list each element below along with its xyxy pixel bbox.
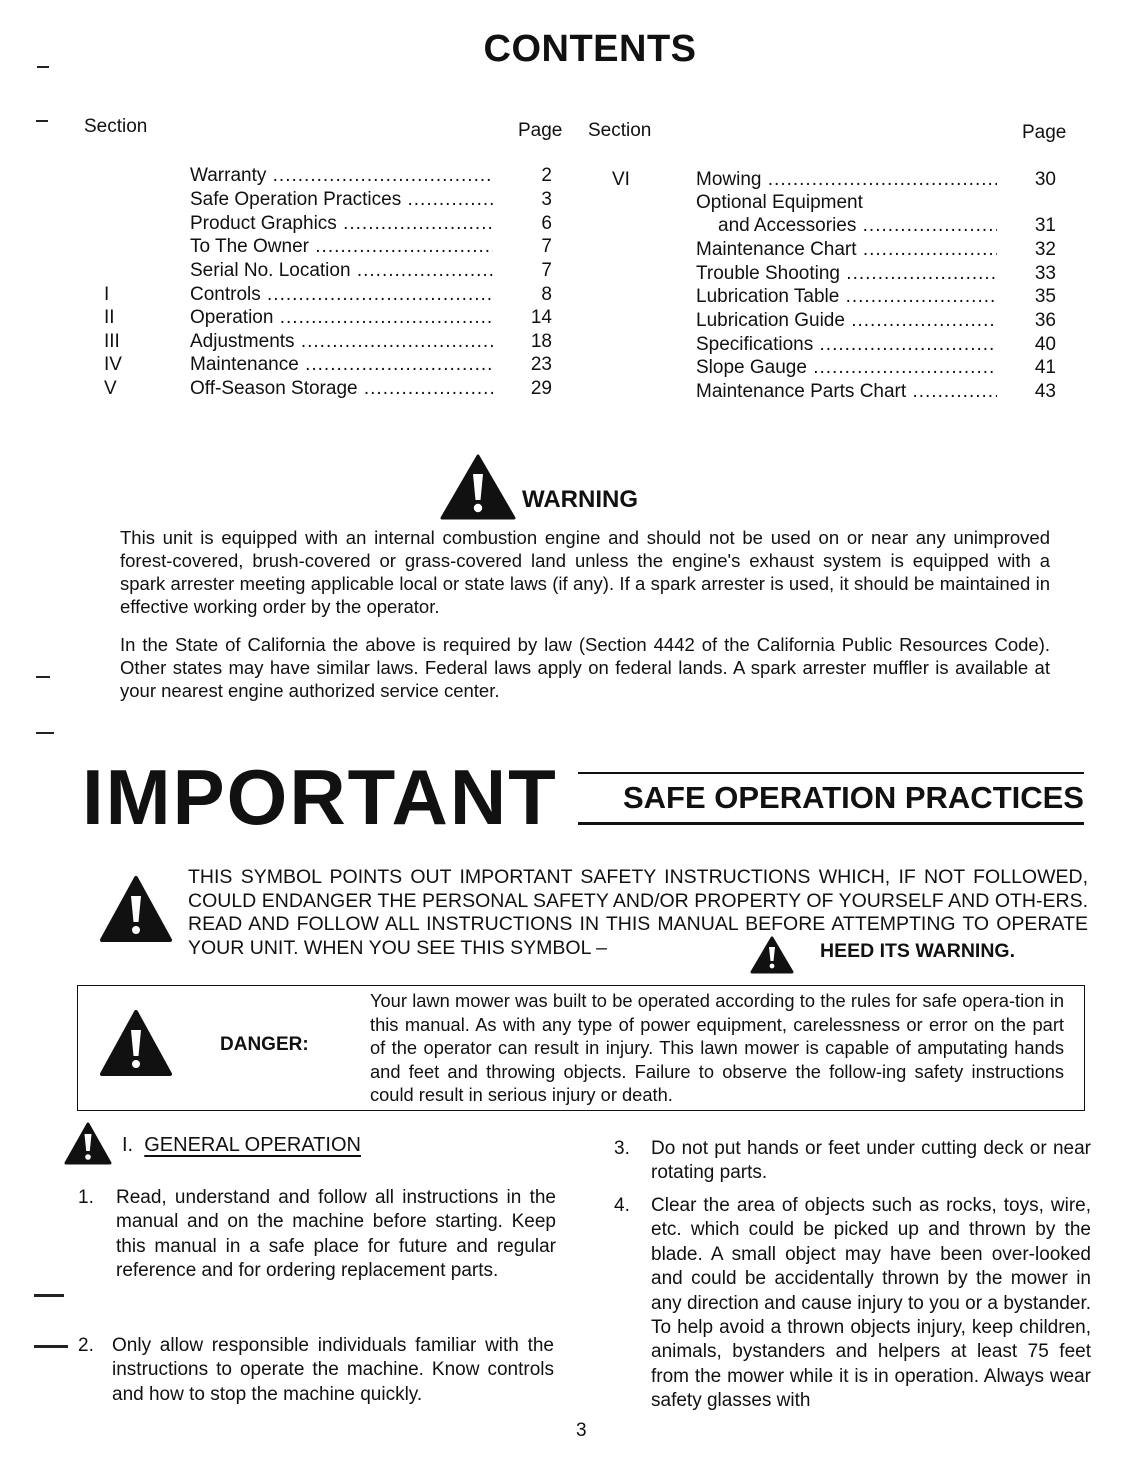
toc-entry: Slope Gauge ..... 41	[0, 356, 1070, 380]
safe-operation-heading-box	[578, 772, 1084, 825]
toc-page-header: Page	[518, 120, 563, 141]
margin-mark	[36, 732, 54, 734]
toc-entry: and Accessories ..... 31	[0, 214, 1070, 238]
heed-warning-text: HEED ITS WARNING.	[820, 940, 1016, 962]
danger-alert-icon	[100, 1010, 172, 1078]
safe-operation-heading: SAFE OPERATION PRACTICES	[622, 780, 1084, 815]
section-title: GENERAL OPERATION	[144, 1134, 361, 1156]
section-alert-icon	[64, 1122, 112, 1166]
toc-entry: Lubrication Guide ..... 36	[0, 309, 1070, 333]
warning-title: WARNING	[522, 486, 638, 513]
toc-section-header: Section	[84, 116, 148, 137]
safety-alert-icon	[100, 876, 172, 944]
toc-entry: V Off-Season Storage ..... 29	[0, 377, 560, 401]
toc-entry: Maintenance Chart ..... 32	[0, 238, 1070, 262]
list-item: 4. Clear the area of objects such as rocks, toys, wire, etc. which could be picked up and thrown by the blade. A small object may have been over-looked and could be accidentally thrown by the mower in any direction and cause injury to you or a bystander. To help avoid a thrown objects injury, keep children, animals, bystanders and helpers at least 75 feet from the mower while it is in operation. Always wear safety glasses with	[614, 1195, 1091, 1412]
toc-entry: Serial No. Location ..... 7	[0, 259, 560, 283]
margin-mark	[34, 1345, 68, 1348]
margin-mark	[36, 676, 50, 678]
toc-entry: Product Graphics ..... 6	[0, 212, 560, 236]
toc-entry: VI Mowing ..... 30	[0, 168, 1070, 192]
toc-entry: Trouble Shooting ..... 33	[0, 262, 1070, 286]
inline-alert-icon	[750, 936, 794, 974]
toc-entry: IV Maintenance ..... 23	[0, 353, 560, 377]
toc-entry: I Controls ..... 8	[0, 283, 560, 307]
toc-page-header: Page	[1022, 122, 1067, 143]
danger-text: Your lawn mower was built to be operated according to the rules for safe opera-tion in this manual. As with any type of power equipment, carelessness or error on the part of the operator can result in injury. This lawn mower is capable of amputating hands and feet and throwing objects. Failure to observe the follow-ing safety instructions could result in serious injury or death.	[370, 990, 1064, 1105]
warning-paragraph: This unit is equipped with an internal combustion engine and should not be used on or near any unimproved forest-covered, brush-covered or grass-covered land unless the engine's exhaust system is equipped with a spark arrester meeting applicable local or state laws (if any). If a spark arrester is used, it should be maintained in effective working order by the operator.	[120, 527, 1050, 617]
safety-symbol-notice: THIS SYMBOL POINTS OUT IMPORTANT SAFETY INSTRUCTIONS WHICH, IF NOT FOLLOWED, COULD ENDANGER THE PERSONAL SAFETY AND/OR PROPERTY OF YOURSELF AND OTH-ERS. READ AND FOLLOW ALL INSTRUCTIONS IN THIS MANUAL BEFORE ATTEMPTING TO OPERATE YOUR UNIT. WHEN YOU SEE THIS SYMBOL –	[188, 866, 1088, 959]
toc-entry: Warranty ..... 2	[0, 164, 560, 188]
toc-entry: To The Owner ..... 7	[0, 235, 560, 259]
list-item: 3. Do not put hands or feet under cutting deck or near rotating parts.	[614, 1138, 1091, 1184]
margin-mark	[36, 120, 48, 122]
page-number: 3	[576, 1420, 587, 1441]
toc-entry: Optional Equipment	[696, 192, 863, 213]
toc-entry: Safe Operation Practices ..... 3	[0, 188, 560, 212]
toc-entry: Lubrication Table ..... 35	[0, 285, 1070, 309]
section-number: I.	[122, 1134, 134, 1156]
margin-mark	[34, 1294, 64, 1297]
toc-entry: III Adjustments ..... 18	[0, 330, 560, 354]
important-heading: IMPORTANT	[82, 753, 558, 841]
toc-entry: II Operation ..... 14	[0, 306, 560, 330]
list-item: 1. Read, understand and follow all instructions in the manual and on the machine before starting. Keep this manual in a safe place for future and regular reference and for ordering replacement parts.	[78, 1187, 556, 1282]
warning-triangle-icon	[440, 454, 516, 520]
danger-label: DANGER:	[220, 1034, 309, 1055]
warning-paragraph: In the State of California the above is required by law (Section 4442 of the California Public Resources Code). Other states may have similar laws. Federal laws apply on federal lands. A spark arrester muffler is available at your nearest engine authorized service center.	[120, 634, 1050, 701]
toc-entry: Maintenance Parts Chart ..... 43	[0, 380, 1070, 404]
list-item: 2. Only allow responsible individuals familiar with the instructions to operate the machine. Know controls and how to stop the machine quickly.	[78, 1335, 554, 1405]
toc-section-header: Section	[588, 120, 652, 141]
toc-entry: Specifications ..... 40	[0, 333, 1070, 357]
page-title: CONTENTS	[483, 28, 697, 70]
section-heading	[122, 1134, 361, 1157]
